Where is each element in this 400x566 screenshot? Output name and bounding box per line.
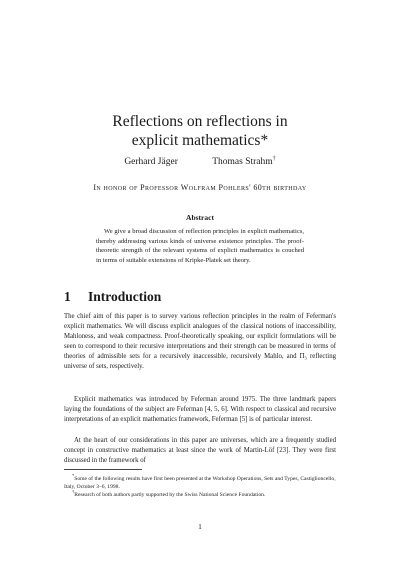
- author-list: [0, 156, 400, 167]
- section-number: 1: [64, 289, 71, 304]
- page-number: 1: [198, 522, 202, 531]
- author: Thomas Strahm†: [212, 156, 276, 167]
- dedication: In honor of Professor Wolfram Pohlers' 60th birthday: [93, 183, 307, 192]
- abstract-text: We give a broad discussion of reflection principles in explicit mathematics, thereby addressing various kinds of universe existence principles. The proof-theoretic strength of the relevant systems of explicit mathematics is couched in terms of suitable extensions of Kripke-Platek set theory.: [96, 228, 304, 264]
- body-paragraph: The chief aim of this paper is to survey various reflection principles in the realm of Feferman's explicit mathematics. We will discuss explicit analogues of the classical notions of inaccessibility, Mahloness, and weak compactness. Proof-theoretically speaking, our explicit formulations will be seen to correspond to their recursive interpretations and their strength can be measured in terms of theories of admissible sets for a recursively inaccessible, recursively Mahlo, and Π₃ reflecting universe of sets, respectively.: [64, 313, 336, 370]
- body-paragraph: At the heart of our considerations in this paper are universes, which are a frequently studied concept in constructive mathematics at least since the work of Martin-Löf [23]. They were first discussed in the framework of: [64, 437, 336, 464]
- body-paragraph: Explicit mathematics was introduced by Feferman around 1975. The three landmark papers laying the foundations of the subject are Feferman [4, 5, 6]. With respect to classical and recursive interpretations of an explicit mathematics framework, Feferman [5] is of particular interest.: [64, 396, 336, 423]
- section-title: Introduction: [88, 289, 162, 304]
- section-heading: [64, 289, 161, 305]
- paper-title-line-2: explicit mathematics*: [131, 132, 269, 149]
- footnote-rule: [64, 469, 142, 470]
- footnote: *Some of the following results have first been presented at the Workshop Operations, Sets and Types, Castiglioncello, Italy, October 3–6, 1998.: [64, 473, 336, 491]
- paper-title-line-1: Reflections on reflections in: [112, 113, 288, 130]
- abstract-heading: Abstract: [186, 213, 214, 222]
- footnote: †Research of both authors partly supported by the Swiss National Science Foundation.: [72, 489, 266, 498]
- author: Gerhard Jäger: [124, 157, 178, 167]
